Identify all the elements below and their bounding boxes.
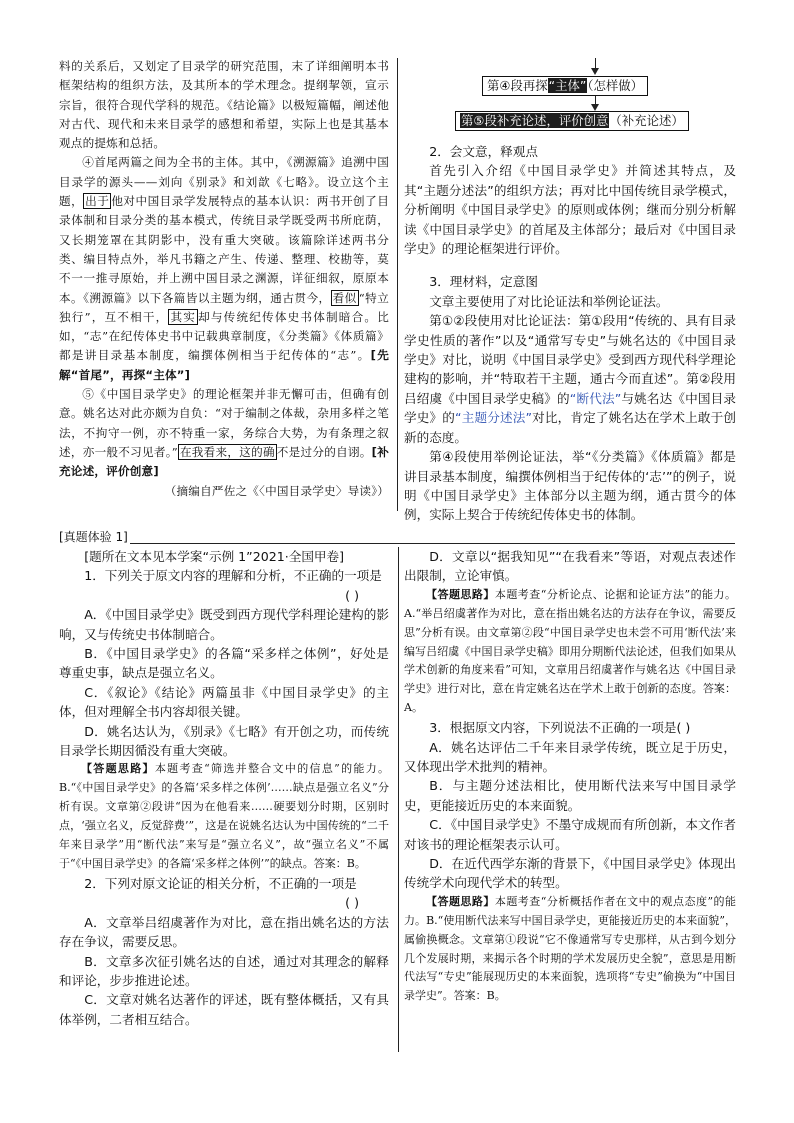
question-intro: [题所在文本见本学案“示例 1”2021·全国甲卷]: [84, 549, 345, 564]
option-2b: B．文章多次征引姚名达的自述，通过对其理念的解释和评论，步步推进论述。: [59, 953, 389, 988]
option-1b: B．《中国目录学史》的各篇“采多样之体例”，好处是尊重史事，缺点是强立名义。: [59, 646, 389, 681]
option-3c: C．《中国目录学史》不墨守成规而有所创新，本文作者对该书的理论框架表示认可。: [404, 817, 736, 852]
flow-box-part5: 第⑤段补充论述，评价创意（补充论述）: [455, 111, 689, 131]
annotation-tag: [补充论述，评价创意]: [59, 444, 389, 479]
paragraph-continued: 料的关系后，又划定了目录学的研究范围，末了详细阐明本书框架结构的组织方法，及其所本的学术理念。提纲挈领，宣示宗旨，很符合现代学科的规范。《结论篇》以极短篇幅，阐述他对古代、现代和未来目录学的感想和希望，实际上也是其基本观点的提炼和总括。: [59, 59, 389, 151]
flow-arrowhead: [591, 104, 599, 111]
option-3d: D．在近代西学东渐的背景下，《中国目录学史》体现出传统学术向现代学术的转型。: [404, 856, 736, 891]
analysis-paragraph-3: 文章主要使用了对比论证法和举例论证法。: [429, 293, 669, 309]
option-2c: C．文章对姚名达著作的评述，既有整体概括，又有具体举例，二者相互结合。: [59, 992, 389, 1027]
answer-2: 【答题思路】本题考查“分析论点、论据和论证方法”的能力。A.“举吕绍虞著作为对比，意在指出姚名达的方法存在争议，需要反思”分析有误。由文章第②段“中国目录学史也未尝不可用‘断代法’来编写吕绍虞《中国目录学史稿》即用分期断代法论述，但我们如果从学术创新的角度来看”可知，文章用吕绍虞著作与姚名达《中国目录学史》进行对比，意在肯定姚名达在学术上敢于创新的态度。答案：A。: [404, 587, 737, 715]
question-3: 3．根据原文内容，下列说法不正确的一项是( ): [429, 720, 691, 736]
flow-arrowhead: [591, 68, 599, 75]
heading-3: 3．理材料，定意图: [429, 274, 538, 290]
bottom-left-column: [59, 547, 389, 1029]
analysis-paragraph-2: 首先引入介绍《中国目录学史》并简述其特点，及其“主题分述法”的组织方法；再对比中国传统目录学模式，分析阐明《中国目录学史》的原则或体例；继而分别分析解读《中国目录学史》的首尾及主体部分；最后对《中国目录学史》的理论框架进行评价。: [404, 163, 736, 257]
option-1c: C．《叙论》《结论》两篇虽非《中国目录学史》的主体，但对理解全书内容却很关键。: [59, 684, 389, 720]
option-3b: B．与主题分述法相比，使用断代法来写中国目录学史，更能接近历史的本来面貌。: [404, 778, 736, 813]
option-1d: D．姚名达认为，《别录》《七略》有开创之功，而传统目录学长期因循没有重大突破。: [59, 723, 389, 759]
option-2d: D．文章以“据我知见”“在我看来”等语，对观点表述作出限制，立论审慎。: [404, 549, 736, 584]
bottom-column-divider: [398, 547, 399, 1052]
answer-1: 【答题思路】本题考查“筛选并整合文中的信息”的能力。B.“《中国目录学史》的各篇‘采多样之体例’……缺点是强立名义”分析有误。文章第②段讲“因为在他看来……硬要划分时期，区别时点，‘强立名义，反觉辞费’”，这是在说姚名达认为中国传统的“二千年来目录学”用“断代法”来写是“强立名义”，故“强立名义”不属于“《中国目录学史》的各篇‘采多样之体例’”的缺点。答案：B。: [59, 762, 390, 870]
top-column-divider: [397, 58, 398, 511]
section-header-rule: [130, 543, 735, 544]
option-1a: A．《中国目录学史》既受到西方现代学科理论建构的影响，又与传统史书体制暗合。: [59, 607, 389, 642]
paragraph-4: ④首尾两篇之间为全书的主体。其中，《溯源篇》追溯中国目录学的源头——刘向《别录》和刘歆《七略》。设立这个主题， 出于 他对中国目录学发展特点的基本认识：两书开创了目录体制和目录分类的基本模式，传统目录学既受两书所庇荫，又长期笼罩在其阴影中，没有重大突破。该篇除详述两书分类、编目特点外，举凡书籍之产生、传递、整理、校勘等，莫不一一推寻原始，并上溯中国目录之渊源，详征细叙，原原本本。《溯源篇》以下各篇皆以主题为纲，通古贯今， 看似 “特立独行”，互不相干， 其实 却与传统纪传体史书体制暗合。比如，“志”在纪传体史书中记载典章制度，《分类篇》《体质篇》都是讲目录基本制度，编撰体例相当于纪传体的“志”。[先解“首尾”，再探“主体”]: [59, 155, 389, 382]
top-right-column: [404, 142, 736, 525]
analysis-paragraph-3c: 第④段使用举例论证法，举“《分类篇》《体质篇》都是讲目录基本制度，编撰体例相当于纪传体的‘志’”的例子，说明《中国目录学史》主体部分以主题为纲，通古贯今的体例，实际上契合于传统纪传体史书的体制。: [404, 449, 736, 523]
analysis-paragraph-3b: 第①②段使用对比论证法：第①段用“传统的、具有目录学史性质的著作”以及“通常写专史”与姚名达的《中国目录学史》对比，说明《中国目录学史》受到西方现代科学理论建构的影响，并“特取若干主题，通古今而直述”。第②段用吕绍虞《中国目录学史稿》的“断代法”与姚名达《中国目录学史》的“主题分述法”对比，肯定了姚名达在学术上敢于创新的态度。: [404, 313, 737, 445]
flow-box-part4: 第④段再探“主体”（怎样做）: [482, 76, 648, 96]
section-header: [真题体验 1]: [59, 530, 128, 544]
option-3a: A．姚名达评估二千年来目录学传统，既立足于历史，又体现出学术批判的精神。: [404, 739, 736, 774]
answer-3: 【答题思路】本题考查“分析概括作者在文中的观点态度”的能力。B.“使用断代法来写中国目录学史，更能接近历史的本来面貌”，属偷换概念。文章第①段说“它不像通常写专史那样，从古到今划分几个发展时期，来揭示各个时期的学术发展历史全貌”，意思是用断代法写“专史”能展现历史的本来面貌，选项将“专史”偷换为“中国目录学史”。答案：B。: [404, 894, 737, 1003]
option-2a: A．文章举吕绍虞著作为对比，意在指出姚名达的方法存在争议，需要反思。: [59, 914, 389, 950]
bottom-right-column: [404, 547, 736, 1006]
question-2: 2．下列对原文论证的相关分析，不正确的一项是 ( ): [84, 875, 359, 911]
question-1: 1．下列关于原文内容的理解和分析，不正确的一项是 ( ): [84, 568, 382, 603]
annotation-tag: [先解“首尾”，再探“主体”]: [59, 348, 389, 382]
heading-2: 2．会文意，释观点: [429, 144, 538, 159]
paragraph-5: ⑤《中国目录学史》的理论框架并非无懈可击，但确有创意。姚名达对此亦颇为自负：“对于编制之体裁，杂用多样之笔法，不拘守一例，亦不特重一家，务综合大势，为有条理之叙述，亦一般不习见者。” 在我看来，这的确 不是过分的自诩。[补充论述，评价创意]: [59, 387, 389, 479]
source-citation: （摘编自严佐之《〈中国目录学史〉导读》）: [164, 483, 389, 498]
top-left-column: [59, 57, 389, 501]
